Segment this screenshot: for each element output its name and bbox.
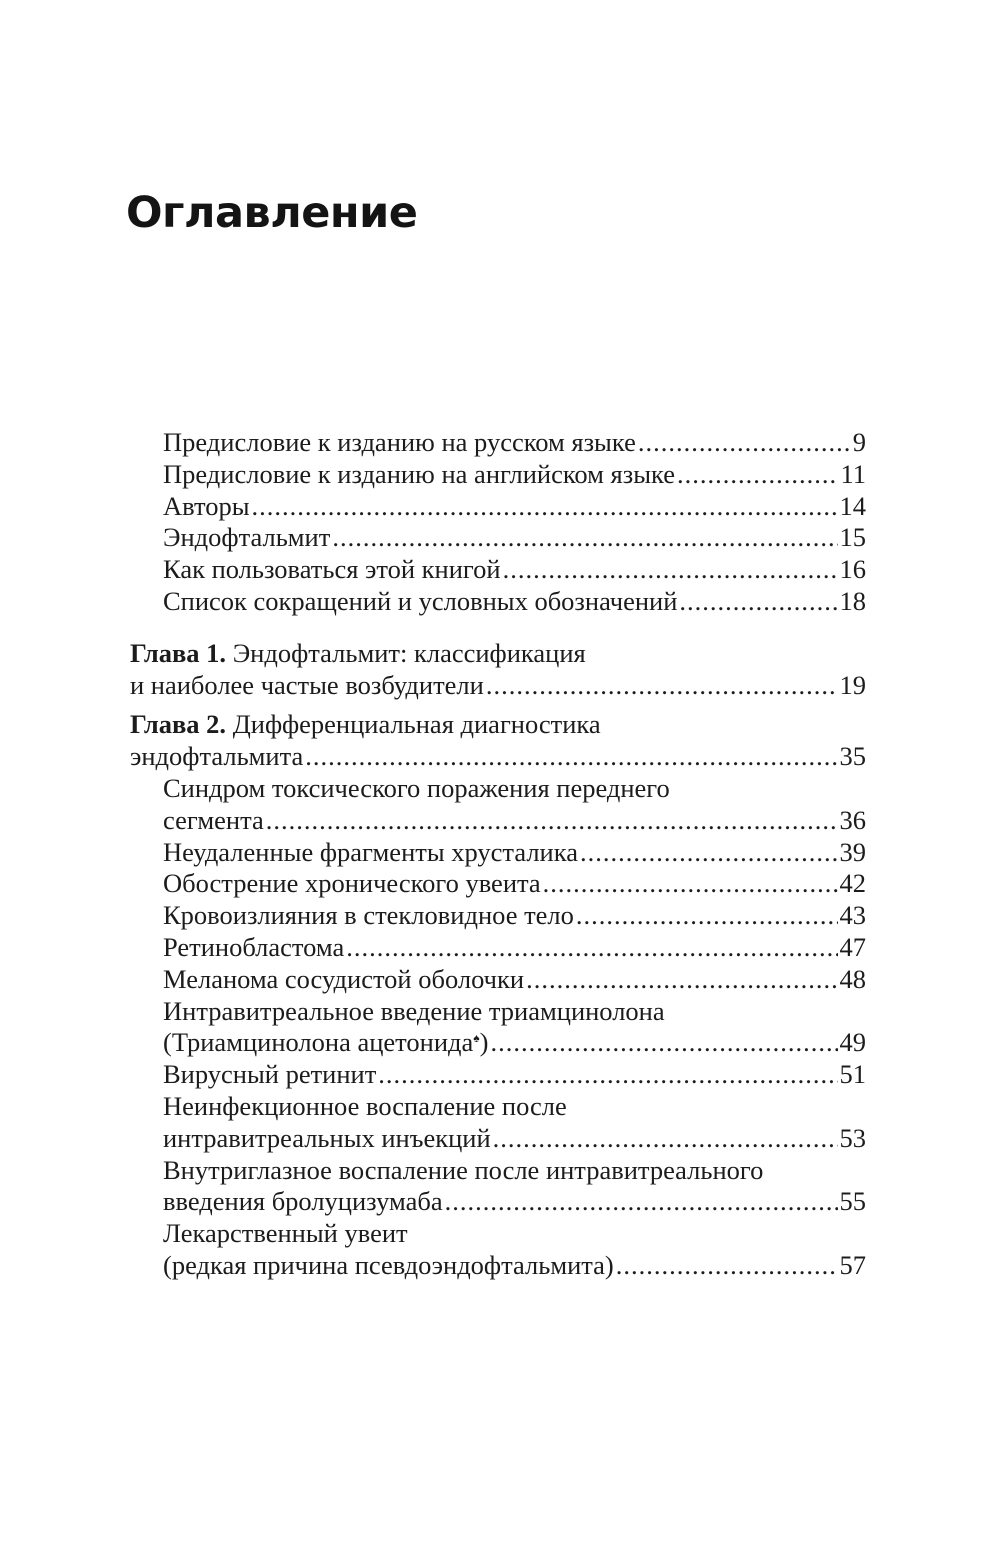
section-title: сегмента [163,804,264,835]
section-title-line [130,1186,866,1218]
registered-drug-mark: ♠ [473,1031,480,1046]
toc-page-number: 42 [839,868,866,899]
toc-page-number: 36 [839,804,866,835]
section-title-line [130,805,866,837]
toc-page-number: 15 [839,522,866,553]
dot-leader [679,586,837,618]
toc-page-number: 53 [839,1122,866,1153]
chapter-title-line [130,638,866,670]
section-title: Ретинобластома [163,931,345,962]
toc-entry-abbreviations[interactable] [130,586,866,618]
toc-page-number: 11 [840,458,866,489]
toc-section-drug-induced-uveitis[interactable] [130,1218,866,1282]
dot-leader [445,1186,838,1218]
toc-entry-title: Предисловие к изданию на русском языке [163,427,636,457]
chapter-title: и наиболее частые возбудители [130,669,484,700]
chapter-title-line [130,709,866,741]
section-title: интравитреальных инъекций [163,1122,491,1153]
section-title-line [130,1123,866,1155]
toc-section-choroidal-melanoma[interactable] [130,964,866,996]
dot-leader [378,1059,837,1091]
section-title-line [130,1027,866,1059]
toc-page-number: 47 [839,931,866,962]
toc-page-number: 57 [839,1249,866,1280]
toc-section-triamcinolone[interactable] [130,996,866,1060]
toc-page-number: 49 [839,1027,866,1058]
page-title: Оглавление [126,188,418,238]
section-title-line: Неинфекционное воспаление после [163,1090,567,1121]
toc-entry-title: Как пользоваться этой книгой [163,554,501,585]
toc-page-number: 9 [852,427,866,457]
section-title: введения бролуцизумаба [163,1186,443,1217]
section-title-line: Внутриглазное воспаление после интравитреального [163,1154,764,1185]
dot-leader [616,1250,838,1282]
dot-leader [543,868,838,900]
section-title [163,1027,488,1059]
section-title-line: Лекарственный увеит [163,1218,408,1249]
toc-section-viral-retinitis[interactable] [130,1059,866,1091]
toc-page-number: 51 [839,1059,866,1090]
section-title: Неудаленные фрагменты хрусталика [163,836,578,867]
chapter-title-line [130,670,866,702]
dot-leader [252,491,838,523]
toc-page-number: 39 [839,836,866,867]
toc-entry-title: Авторы [163,490,250,521]
toc-page-number: 35 [839,741,866,772]
toc-entry-title: Список сокращений и условных обозначений [163,585,678,616]
dot-leader [305,741,837,773]
toc-page-number: 14 [839,490,866,521]
toc-chapter-1[interactable] [130,638,866,702]
toc-entry-title: Предисловие к изданию на английском языке [163,458,675,489]
section-title: (редкая причина псевдоэндофтальмита) [163,1249,614,1280]
toc-entry-endophthalmitis[interactable] [130,522,866,554]
toc-section-retinoblastoma[interactable] [130,932,866,964]
toc-page-number: 18 [839,585,866,616]
toc-entry-how-to-use[interactable] [130,554,866,586]
toc-entry-authors[interactable] [130,491,866,523]
dot-leader [332,522,837,554]
toc-section-vitreous-hemorrhage[interactable] [130,900,866,932]
toc-section-noninfectious-inflammation[interactable] [130,1091,866,1155]
chapter-title: Эндофтальмит: классификация [232,637,586,668]
dot-leader [526,964,837,996]
dot-leader [503,554,838,586]
dot-leader [490,1027,837,1059]
chapter-title-line [130,741,866,773]
section-title: Вирусный ретинит [163,1059,377,1090]
section-title-line: Синдром токсического поражения переднего [163,772,670,803]
section-title: Меланома сосудистой оболочки [163,963,525,994]
toc-section-chronic-uveitis[interactable] [130,868,866,900]
toc-page-number: 19 [839,669,866,700]
toc-page-number: 16 [839,554,866,585]
toc-entry-preface-russian[interactable] [130,427,866,459]
chapter-title: эндофтальмита [130,741,304,772]
dot-leader [346,932,837,964]
dot-leader [493,1123,838,1155]
toc-section-lens-fragments[interactable] [130,837,866,869]
toc-chapter-2[interactable] [130,709,866,773]
dot-leader [580,837,838,869]
chapter-label: Глава 2. [130,709,227,740]
toc-section-brolucizumab[interactable] [130,1155,866,1219]
toc-page-number: 55 [839,1186,866,1217]
toc-page-number: 48 [839,963,866,994]
chapter-title: Дифференциальная диагностика [232,709,601,740]
section-title: Кровоизлияния в стекловидное тело [163,900,574,931]
dot-leader [638,427,851,459]
section-title-line [130,1250,866,1282]
dot-leader [486,670,838,702]
table-of-contents [130,427,866,1282]
section-title: Обострение хронического увеита [163,868,541,899]
closing-paren: ) [479,1027,489,1058]
toc-section-toxic-anterior-segment[interactable] [130,773,866,837]
dot-leader [266,805,838,837]
toc-entry-preface-english[interactable] [130,459,866,491]
section-title-line: Интравитреальное введение триамцинолона [163,995,665,1026]
chapter-label: Глава 1. [130,637,227,668]
toc-entry-title: Эндофтальмит [163,522,331,553]
dot-leader [677,459,838,491]
toc-page-number: 43 [839,900,866,931]
section-title-text: (Триамцинолона ацетонида [163,1027,474,1058]
dot-leader [576,900,838,932]
